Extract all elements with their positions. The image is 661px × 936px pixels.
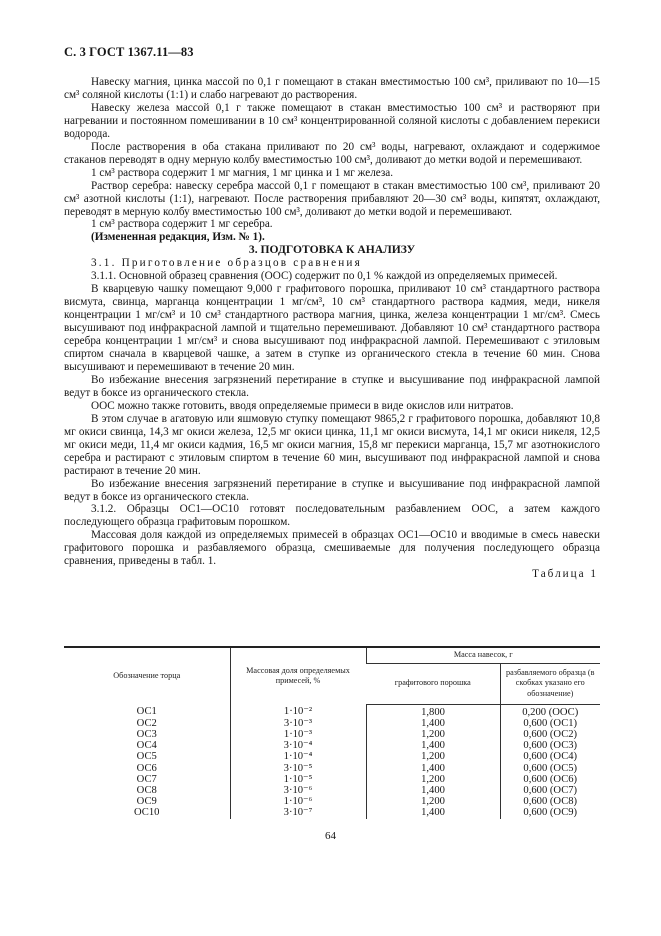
cell-graphite-mass: 1,200 <box>366 774 500 785</box>
paragraph: Во избежание внесения загрязнений перетирание в ступке и высушивание под инфракрасной лампой ведут в боксе из органического стекла. <box>64 477 600 503</box>
cell-graphite-mass: 1,200 <box>366 796 500 807</box>
cell-diluted-mass: 0,600 (ОС8) <box>500 796 600 807</box>
table-row <box>64 774 600 785</box>
cell-diluted-mass: 0,200 (ООС) <box>500 704 600 718</box>
paragraph: Раствор серебра: навеску серебра массой 0,1 г помещают в стакан вместимостью 100 см³, приливают 20 см³ азотной кислоты (1:1), нагревают. После растворения прибавляют 20—30 см³ воды, кипятят, охлаждают, переводят в мерную колбу вместимостью 100 см³, доливают до метки водой и перемешивают. <box>64 179 600 218</box>
page-header: С. 3 ГОСТ 1367.11—83 <box>64 45 194 59</box>
table-row <box>64 740 600 751</box>
paragraph: Во избежание внесения загрязнений перетирание в ступке и высушивание под инфракрасной лампой ведут в боксе из органического стекла. <box>64 373 600 399</box>
cell-graphite-mass: 1,200 <box>366 751 500 762</box>
subsection-heading: 3.1. Приготовление образцов сравнения <box>91 257 362 270</box>
paragraph: В кварцевую чашку помещают 9,000 г графитового порошка, приливают 10 см³ стандартного раствора висмута, свинца, марганца концентрации 1 мг/см³, 10 см³ стандартного раствора кадмия, меди, никеля концентрации 1 мг/см³ и 10 см³ стандартного раствора магния, цинка, железа концентрации 1 мг/см³. Смесь высушивают под инфракрасной лампой и тщательно перемешивают. Добавляют 10 см³ стандартного раствора серебра концентрации 1 мг/см³ и снова высушивают под инфракрасной лампой. Перемешивают с этиловым спиртом сначала в кварцевой чашке, а затем в ступке из органического стекла в течение 60 мин. Снова высушивают и перемешивают в течение 20 мин. <box>64 283 600 373</box>
cell-designation: ОС3 <box>136 728 157 740</box>
cell-designation: ОС7 <box>136 773 157 785</box>
table-row <box>64 796 600 807</box>
paragraph: 3.1.2. Образцы ОС1—ОС10 готовят последовательным разбавлением ООС, а затем каждого последующего образца графитовым порошком. <box>64 503 600 529</box>
cell-designation: ОС9 <box>136 796 157 808</box>
cell-graphite-mass: 1,400 <box>366 785 500 796</box>
paragraph: 1 см³ раствора содержит 1 мг магния, 1 мг цинка и 1 мг железа. <box>91 166 394 179</box>
cell-diluted-mass: 0,600 (ОС9) <box>500 807 600 818</box>
paragraph: 3.1.1. Основной образец сравнения (ООС) содержит по 0,1 % каждой из определяемых примесей. <box>91 270 558 283</box>
section-title: 3. ПОДГОТОВКА К АНАЛИЗУ <box>248 243 416 257</box>
paragraph: Навеску железа массой 0,1 г также помещают в стакан вместимостью 100 см³ и растворяют при нагревании и постоянном помешивании в 10 см³ концентрированной соляной кислоты с добавлением перекиси водорода. <box>64 101 600 140</box>
cell-diluted-mass: 0,600 (ОС3) <box>500 740 600 751</box>
table-row <box>64 763 600 774</box>
cell-diluted-mass: 0,600 (ОС1) <box>500 718 600 729</box>
paragraph: ООС можно также готовить, вводя определяемые примеси в виде окислов или нитратов. <box>91 399 514 412</box>
table-row <box>64 729 600 740</box>
cell-designation: ОС5 <box>136 751 157 763</box>
cell-mass-fraction: 1·10⁻⁴ <box>230 751 366 762</box>
cell-mass-fraction: 1·10⁻⁵ <box>230 774 366 785</box>
cell-mass-fraction: 3·10⁻⁷ <box>230 807 366 818</box>
paragraph: После растворения в оба стакана приливают по 20 см³ воды, нагревают, охлаждают и содержимое стаканов переводят в одну мерную колбу вместимостью 100 см³, доливают до метки водой и перемешивают. <box>64 140 600 166</box>
cell-mass-fraction: 3·10⁻³ <box>230 718 366 729</box>
header-diluted: разбавляемого образца (в скобках указано его обозначение) <box>500 663 600 704</box>
cell-graphite-mass: 1,400 <box>366 763 500 774</box>
table-row <box>64 785 600 796</box>
cell-designation: ОС10 <box>134 807 160 819</box>
table-row <box>64 751 600 762</box>
body-text <box>64 76 600 581</box>
cell-diluted-mass: 0,600 (ОС4) <box>500 751 600 762</box>
cell-graphite-mass: 1,400 <box>366 718 500 729</box>
cell-mass-fraction: 3·10⁻⁴ <box>230 740 366 751</box>
cell-graphite-mass: 1,200 <box>366 729 500 740</box>
cell-mass-fraction: 1·10⁻³ <box>230 729 366 740</box>
cell-mass-fraction: 3·10⁻⁶ <box>230 785 366 796</box>
cell-diluted-mass: 0,600 (ОС2) <box>500 729 600 740</box>
cell-diluted-mass: 0,600 (ОС5) <box>500 763 600 774</box>
cell-mass-fraction: 3·10⁻⁵ <box>230 763 366 774</box>
cell-designation: ОС6 <box>136 762 157 774</box>
table-body <box>64 704 600 819</box>
cell-graphite-mass: 1,400 <box>366 740 500 751</box>
page-number: 64 <box>325 830 336 842</box>
header-designation: Обозначение торца <box>64 647 230 704</box>
paragraph: В этом случае в агатовую или яшмовую ступку помещают 9865,2 г графитового порошка, добавляют 10,8 мг окиси свинца, 14,3 мг окиси железа, 12,5 мг окиси цинка, 11,1 мг окиси висмута, 14,1 мг окиси никеля, 12,5 мг окиси меди, 11,4 мг окиси кадмия, 16,5 мг окиси магния, 15,8 мг перекиси марганца, 15,7 мг азотнокислого серебра и растирают с этиловым спиртом в течение 60 мин, высушивают под инфракрасной лампой и снова растирают в течение 20 мин. <box>64 412 600 477</box>
table-row <box>64 718 600 729</box>
table-row <box>64 704 600 718</box>
cell-graphite-mass: 1,800 <box>366 704 500 718</box>
cell-mass-fraction: 1·10⁻⁶ <box>230 796 366 807</box>
table-1 <box>64 646 600 819</box>
paragraph: Навеску магния, цинка массой по 0,1 г помещают в стакан вместимостью 100 см³, приливают по 10—15 см³ соляной кислоты (1:1) и слабо нагревают до растворения. <box>64 76 600 101</box>
cell-designation: ОС2 <box>136 717 157 729</box>
cell-diluted-mass: 0,600 (ОС6) <box>500 774 600 785</box>
paragraph: Массовая доля каждой из определяемых примесей в образцах ОС1—ОС10 и вводимые в смесь навески графитового порошка и разбавляемого образца, смешиваемые для получения последующего образца сравнения, приведены в табл. 1. <box>64 529 600 568</box>
table-label: Таблица 1 <box>532 568 598 581</box>
header-mass-fraction: Массовая доля определяемых примесей, % <box>230 647 366 704</box>
cell-designation: ОС1 <box>136 706 157 718</box>
cell-designation: ОС8 <box>136 784 157 796</box>
cell-graphite-mass: 1,400 <box>366 807 500 818</box>
header-mass-group: Масса навесок, г <box>366 647 600 663</box>
cell-diluted-mass: 0,600 (ОС7) <box>500 785 600 796</box>
amendment-note: (Измененная редакция, Изм. № 1). <box>91 231 265 244</box>
paragraph: 1 см³ раствора содержит 1 мг серебра. <box>91 218 273 231</box>
cell-mass-fraction: 1·10⁻² <box>230 704 366 718</box>
table-row <box>64 807 600 818</box>
cell-designation: ОС4 <box>136 740 157 752</box>
header-graphite: графитового порошка <box>366 663 500 704</box>
